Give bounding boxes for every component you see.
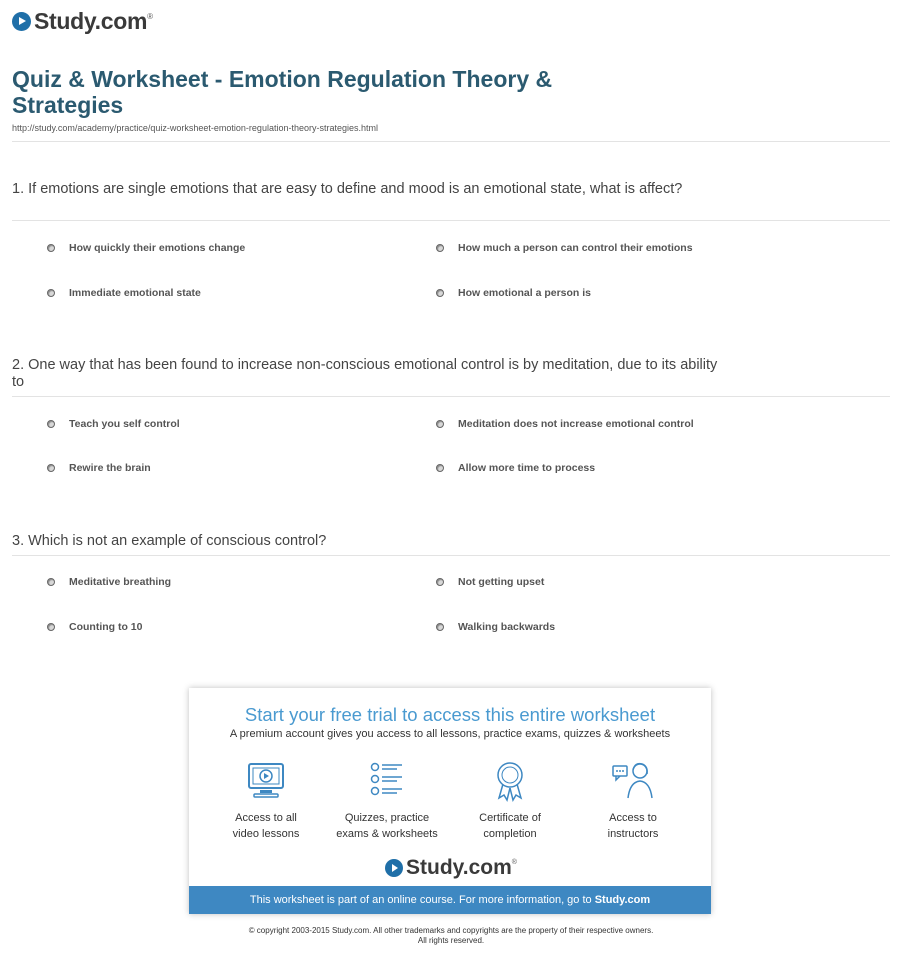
play-icon (385, 859, 403, 877)
divider (12, 555, 890, 556)
question-2-option-d[interactable] (436, 462, 595, 474)
question-1-option-b[interactable] (436, 242, 693, 254)
radio-button[interactable] (436, 464, 444, 472)
logo-text: Study.com (406, 856, 512, 879)
option-label: How emotional a person is (458, 287, 592, 299)
feature-label: exams & worksheets (336, 828, 438, 840)
quiz-list-icon (367, 760, 407, 800)
radio-button[interactable] (436, 289, 444, 297)
logo-trademark: ® (147, 12, 154, 21)
question-2-text: 2. One way that has been found to increase non-conscious emotional control is by meditation, due to its ability to (12, 357, 718, 390)
banner-text: This worksheet is part of an online course. For more information, go to (249, 894, 595, 906)
divider (12, 141, 890, 142)
question-3-option-c[interactable] (47, 621, 143, 633)
play-icon (12, 12, 31, 31)
promo-subheading: A premium account gives you access to all lessons, practice exams, quizzes & worksheets (229, 728, 671, 740)
feature-label: completion (483, 828, 537, 840)
radio-button[interactable] (47, 623, 55, 631)
question-3-option-d[interactable] (436, 621, 555, 633)
banner-link[interactable]: Study.com (594, 894, 651, 906)
option-label: Not getting upset (458, 576, 545, 588)
course-info-banner (189, 886, 711, 914)
radio-button[interactable] (436, 623, 444, 631)
radio-button[interactable] (436, 244, 444, 252)
divider (12, 220, 890, 221)
instructor-icon (611, 760, 655, 800)
question-3-option-a[interactable] (47, 576, 171, 588)
question-2-option-b[interactable] (436, 418, 694, 430)
radio-button[interactable] (47, 464, 55, 472)
feature-certificate (455, 760, 565, 842)
study-logo[interactable] (12, 8, 153, 35)
question-3-text: 3. Which is not an example of conscious control? (12, 533, 327, 549)
feature-quizzes (332, 760, 442, 842)
feature-label: Access to all (235, 812, 297, 824)
logo-text: Study.com (34, 8, 148, 34)
feature-label: video lessons (232, 828, 300, 840)
radio-button[interactable] (47, 420, 55, 428)
copyright-line: © copyright 2003-2015 Study.com. All other trademarks and copyrights are the property of their respective owners. (248, 926, 654, 935)
option-label: Meditative breathing (69, 576, 172, 588)
feature-video-lessons (211, 760, 321, 842)
feature-instructors (578, 760, 688, 842)
feature-label: Certificate of (479, 812, 541, 824)
promo-heading: Start your free trial to access this entire worksheet (244, 704, 656, 725)
question-3-option-b[interactable] (436, 576, 544, 588)
option-label: Walking backwards (458, 621, 556, 633)
divider (12, 396, 890, 397)
option-label: How quickly their emotions change (69, 242, 246, 254)
logo-trademark: ® (511, 859, 517, 866)
radio-button[interactable] (47, 289, 55, 297)
radio-button[interactable] (47, 578, 55, 586)
question-2-option-a[interactable] (47, 418, 180, 430)
option-label: Teach you self control (69, 418, 180, 430)
option-label: Allow more time to process (458, 462, 596, 474)
copyright-line: All rights reserved. (417, 936, 485, 945)
certificate-icon (490, 760, 530, 802)
feature-label: Access to (609, 812, 657, 824)
option-label: Meditation does not increase emotional control (458, 418, 694, 430)
copyright (0, 926, 902, 946)
radio-button[interactable] (47, 244, 55, 252)
radio-button[interactable] (436, 578, 444, 586)
feature-label: instructors (607, 828, 659, 840)
question-1-text: 1. If emotions are single emotions that are easy to define and mood is an emotional state, what is affect? (12, 181, 683, 197)
option-label: Immediate emotional state (69, 287, 201, 299)
question-2-option-c[interactable] (47, 462, 151, 474)
question-1-option-d[interactable] (436, 287, 591, 299)
promo-study-logo[interactable] (385, 856, 517, 880)
question-1-option-a[interactable] (47, 242, 245, 254)
option-label: Counting to 10 (69, 621, 143, 633)
option-label: How much a person can control their emotions (458, 242, 693, 254)
page-url[interactable]: http://study.com/academy/practice/quiz-worksheet-emotion-regulation-theory-strategies.html (12, 123, 378, 133)
free-trial-promo[interactable] (189, 688, 711, 914)
radio-button[interactable] (436, 420, 444, 428)
video-lesson-icon (246, 760, 286, 800)
feature-label: Quizzes, practice (344, 812, 430, 824)
question-1-option-c[interactable] (47, 287, 201, 299)
option-label: Rewire the brain (69, 462, 151, 474)
page-title: Quiz & Worksheet - Emotion Regulation Theory & Strategies (12, 66, 553, 118)
